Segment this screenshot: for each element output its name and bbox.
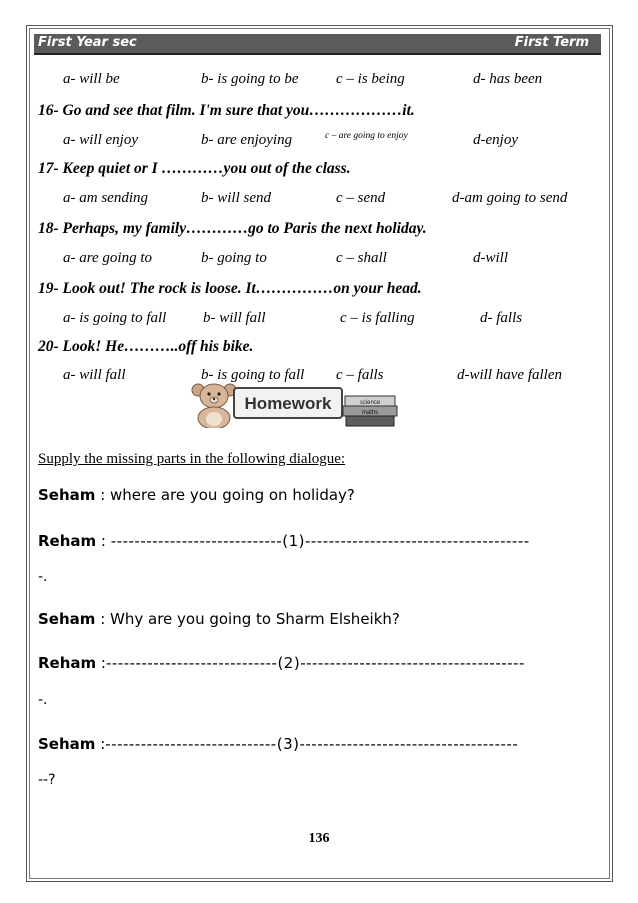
q20-option-b: b- is going to fall — [201, 367, 305, 383]
page-number: 136 — [308, 831, 330, 846]
speaker-name: Seham — [38, 735, 96, 753]
q20-option-d: d-will have fallen — [457, 367, 562, 383]
speaker-name: Seham — [38, 610, 96, 628]
dialogue-instruction: Supply the missing parts in the following dialogue: — [38, 451, 346, 467]
q19-option-d: d- falls — [480, 310, 523, 326]
question-16: 16- Go and see that film. I'm sure that you………………it. — [38, 102, 415, 119]
speaker-name: Reham — [38, 654, 97, 672]
question-20: 20- Look! He………..off his bike. — [38, 338, 254, 355]
speaker-name: Seham — [38, 486, 96, 504]
dialogue-line-1: Seham : where are you going on holiday? — [38, 486, 355, 504]
header-year: First Year sec — [38, 35, 137, 50]
homework-banner-image — [190, 378, 398, 428]
dialogue-line-3: Seham : Why are you going to Sharm Elsheikh? — [38, 610, 400, 628]
q15-option-b: b- is going to be — [201, 71, 299, 87]
svg-text:maths: maths — [361, 410, 379, 416]
q19-option-a: a- is going to fall — [63, 310, 167, 326]
dialogue-text: where are you going on holiday? — [110, 486, 355, 504]
q20-option-c: c – falls — [336, 367, 384, 383]
q19-option-c: c – is falling — [340, 310, 415, 326]
homework-label: Homework — [244, 394, 332, 413]
dialogue-line-5-cont: --? — [38, 772, 56, 788]
question-19: 19- Look out! The rock is loose. It……………on your head. — [38, 280, 422, 297]
answer-blank-3: -----------------------------(3)------------------------------------- — [105, 735, 519, 753]
dialogue-line-4-cont: -. — [38, 692, 48, 708]
q18-option-b: b- going to — [201, 250, 267, 266]
question-17: 17- Keep quiet or I …………you out of the class. — [38, 160, 351, 177]
q16-option-b: b- are enjoying — [201, 132, 293, 148]
dialogue-line-2-cont: -. — [38, 569, 48, 585]
q18-option-a: a- are going to — [63, 250, 153, 266]
dialogue-line-4: Reham :-----------------------------(2)-------------------------------------- — [38, 654, 525, 672]
page-header — [34, 34, 601, 55]
answer-blank-2: -----------------------------(2)-------------------------------------- — [105, 654, 525, 672]
q17-option-d: d-am going to send — [452, 190, 568, 206]
header-term: First Term — [514, 35, 589, 50]
q16-option-c: c – are going to enjoy — [325, 131, 408, 141]
q18-option-c: c – shall — [336, 250, 387, 266]
q17-option-a: a- am sending — [63, 190, 148, 206]
dialogue-line-5: Seham :-----------------------------(3)------------------------------------- — [38, 735, 519, 753]
q19-option-b: b- will fall — [203, 310, 266, 326]
svg-text:science: science — [359, 400, 381, 406]
q15-option-c: c – is being — [336, 71, 405, 87]
dialogue-text: Why are you going to Sharm Elsheikh? — [110, 610, 400, 628]
q15-option-d: d- has been — [473, 71, 543, 87]
q17-option-c: c – send — [336, 190, 386, 206]
q17-option-b: b- will send — [201, 190, 271, 206]
dialogue-line-2: Reham : -----------------------------(1)-------------------------------------- — [38, 532, 530, 550]
q16-option-d: d-enjoy — [473, 132, 518, 148]
answer-blank-1: -----------------------------(1)-------------------------------------- — [110, 532, 530, 550]
q16-option-a: a- will enjoy — [63, 132, 138, 148]
question-18: 18- Perhaps, my family…………go to Paris the next holiday. — [38, 220, 427, 237]
speaker-name: Reham — [38, 532, 97, 550]
q18-option-d: d-will — [473, 250, 509, 266]
books-icon — [343, 396, 397, 426]
q20-option-a: a- will fall — [63, 367, 126, 383]
teddy-bear-icon — [192, 384, 236, 428]
q15-option-a: a- will be — [63, 71, 120, 87]
